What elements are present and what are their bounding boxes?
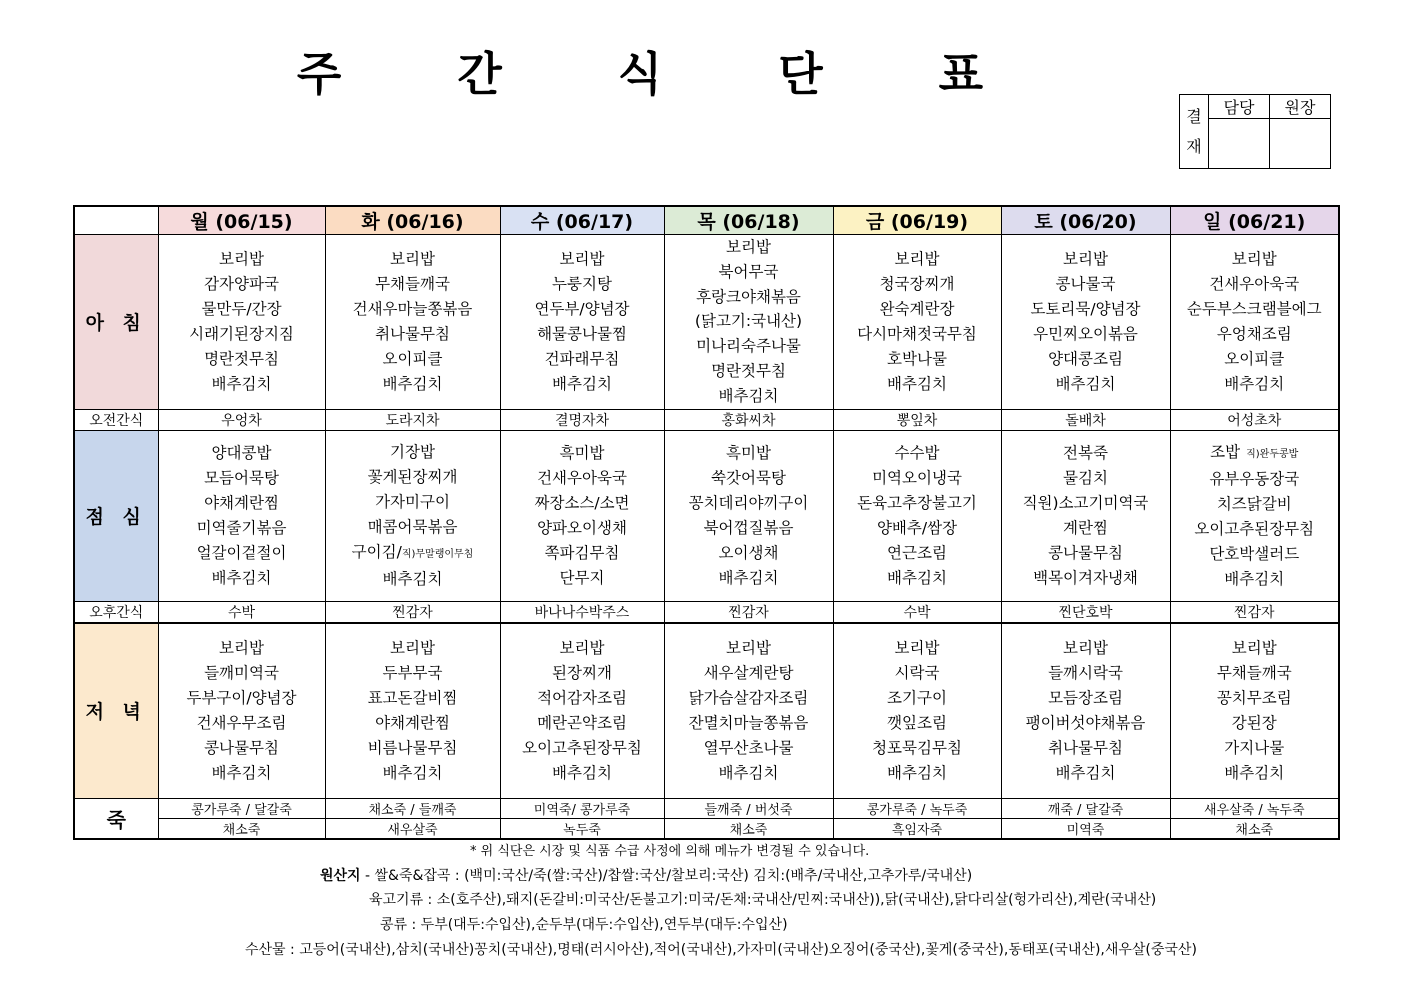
menu-item: 배추김치 <box>382 569 443 588</box>
menu-item: 짜장소스/소면 <box>534 493 630 512</box>
menu-item: 배추김치 <box>1224 763 1285 782</box>
menu-item: 꽃게된장찌개 <box>367 467 458 486</box>
menu-item: 배추김치 <box>718 568 779 587</box>
lunch-cell <box>158 430 325 601</box>
pm-snack-cell: 찐감자 <box>325 601 500 623</box>
origin-seafood: 수산물 : 고등어(국내산),삼치(국내산)꽁치(국내산),명태(러시아산),적어(국내산),가자미(국내산)오징어(중국산),꽃게(중국산),동태포(국내산),새우살(중국산) <box>245 942 1197 958</box>
juk-cell: 콩가루죽 / 달갈죽 <box>158 799 325 819</box>
menu-item <box>1171 440 1339 467</box>
menu-item: 모듬어묵탕 <box>204 468 279 487</box>
juk-cell: 채소죽 <box>664 819 833 840</box>
menu-item: 들깨시락국 <box>1048 663 1123 682</box>
menu-item: 배추김치 <box>382 763 443 782</box>
menu-item: 오이고추된장무침 <box>1194 519 1315 538</box>
menu-item: 닭가슴살감자조림 <box>688 688 809 707</box>
dinner-cell <box>833 623 1001 799</box>
menu-item: 백목이겨자냉채 <box>1033 568 1138 587</box>
menu-item: 쪽파김무침 <box>544 543 620 562</box>
menu-item: 시래기된장지짐 <box>189 324 294 343</box>
menu-item: 배추김치 <box>552 374 612 393</box>
approval-col-manager: 담당 <box>1209 95 1270 119</box>
origin-label: 원산지 <box>320 868 361 884</box>
menu-item: 유부우동장국 <box>1209 469 1300 488</box>
am-snack-cell: 홍화씨차 <box>664 409 833 430</box>
breakfast-cell <box>325 235 500 410</box>
header-corner <box>74 206 158 235</box>
menu-item: 물김치 <box>1063 468 1108 487</box>
menu-item: 메란곤약조림 <box>537 713 627 732</box>
menu-item: 배추김치 <box>382 374 443 393</box>
origin-beans: 콩류 : 두부(대두:수입산),순두부(대두:수입산),연두부(대두:수입산) <box>380 917 788 933</box>
menu-item: 보리밥 <box>726 638 771 657</box>
menu-item-text: 구이김/ <box>351 542 402 561</box>
meal-label-juk: 죽 <box>74 799 158 840</box>
menu-item: 북어껍질볶음 <box>703 518 794 537</box>
menu-item: 양배추/쌈장 <box>876 518 958 537</box>
lunch-cell <box>1170 430 1339 601</box>
juk-cell: 미역죽 <box>1001 819 1170 840</box>
menu-item: 오이고추된장무침 <box>522 738 642 757</box>
menu-item: 비름나물무침 <box>367 738 458 757</box>
lunch-cell <box>325 430 500 601</box>
menu-item: 연두부/양념장 <box>534 299 630 318</box>
menu-item: 미역줄기볶음 <box>196 518 287 537</box>
menu-item: 단호박샐러드 <box>1209 544 1300 563</box>
menu-item: 시락국 <box>894 663 940 682</box>
menu-item: 건새우마늘쫑볶음 <box>352 299 473 318</box>
juk-cell: 미역죽/ 콩가루죽 <box>500 799 664 819</box>
breakfast-cell <box>664 235 833 410</box>
menu-item: 열무산초나물 <box>703 738 794 757</box>
menu-item: (닭고기:국내산) <box>694 312 803 331</box>
dinner-cell <box>325 623 500 799</box>
menu-item: 흑미밥 <box>559 443 605 462</box>
breakfast-cell <box>1001 235 1170 410</box>
juk-cell: 깨죽 / 달갈죽 <box>1001 799 1170 819</box>
menu-item: 보리밥 <box>726 238 771 256</box>
menu-item: 배추김치 <box>211 568 272 587</box>
menu-item: 흑미밥 <box>726 443 771 462</box>
menu-item: 보리밥 <box>219 249 264 268</box>
pm-snack-cell: 찐감자 <box>1170 601 1339 623</box>
juk-cell: 들깨죽 / 버섯죽 <box>664 799 833 819</box>
am-snack-cell: 어성초차 <box>1170 409 1339 430</box>
day-header: 목 (06/18) <box>664 206 833 235</box>
menu-item: 단무지 <box>559 568 605 587</box>
dinner-cell <box>500 623 664 799</box>
menu-item: 완숙계란장 <box>879 299 955 318</box>
menu-item: 배추김치 <box>887 763 947 782</box>
menu-item: 적어감자조림 <box>537 688 627 707</box>
dinner-cell <box>1001 623 1170 799</box>
menu-item: 오이피클 <box>1224 349 1285 368</box>
menu-item: 매콤어묵볶음 <box>367 517 458 536</box>
menu-item: 보리밥 <box>559 638 605 657</box>
menu-item: 표고돈갈비찜 <box>367 688 458 707</box>
menu-item: 모듬장조림 <box>1048 688 1123 707</box>
pm-snack-cell: 찐단호박 <box>1001 601 1170 623</box>
menu-item: 강된장 <box>1231 713 1277 732</box>
menu-item: 돈육고추장불고기 <box>857 493 977 512</box>
menu-item: 조기구이 <box>887 688 947 707</box>
menu-item: 꽁치무조림 <box>1216 688 1292 707</box>
dinner-cell <box>158 623 325 799</box>
menu-item: 취나물무침 <box>375 324 450 343</box>
page-title: 주 간 식 단 표 <box>296 47 1034 101</box>
menu-item: 명란젓무침 <box>204 349 279 368</box>
menu-item: 배추김치 <box>211 374 272 393</box>
menu-item: 호박나물 <box>887 349 947 368</box>
menu-item: 청국장찌개 <box>879 274 955 293</box>
menu-item: 야채계란찜 <box>204 493 279 512</box>
approval-sign-manager[interactable] <box>1209 119 1270 169</box>
menu-item <box>326 540 500 567</box>
menu-item: 기장밥 <box>390 442 435 461</box>
lunch-cell <box>664 430 833 601</box>
meal-label-pm-snack: 오후간식 <box>74 601 158 623</box>
lunch-cell <box>833 430 1001 601</box>
menu-item: 보리밥 <box>390 638 435 657</box>
menu-item: 보리밥 <box>559 249 605 268</box>
juk-cell: 채소죽 <box>1170 819 1339 840</box>
menu-item: 물만두/간장 <box>201 299 282 318</box>
approval-col-director: 원장 <box>1270 95 1331 119</box>
menu-item: 두부무국 <box>382 663 443 682</box>
menu-item: 보리밥 <box>1063 638 1108 657</box>
menu-item: 우엉채조림 <box>1216 324 1292 343</box>
weekly-menu-table <box>73 205 1340 840</box>
juk-cell: 새우살죽 / 녹두죽 <box>1170 799 1339 819</box>
menu-item: 들깨미역국 <box>204 663 279 682</box>
origin-grain: - 쌀&죽&잡곡 : (백미:국산/죽(쌀:국산)/찹쌀:국산/찰보리:국산) 김치:(배추/국내산,고추가루/국내산) <box>360 868 973 884</box>
menu-item: 미나리숙주나물 <box>696 337 801 356</box>
menu-item: 야채계란찜 <box>375 713 450 732</box>
origin-line <box>320 865 972 885</box>
menu-item: 건새우무조림 <box>196 713 287 732</box>
pm-snack-cell: 수박 <box>833 601 1001 623</box>
menu-item: 쑥갓어묵탕 <box>711 468 786 487</box>
menu-item: 배추김치 <box>887 568 947 587</box>
meal-label-lunch: 점 심 <box>74 430 158 601</box>
menu-item: 취나물무침 <box>1048 738 1123 757</box>
am-snack-cell: 뽕잎차 <box>833 409 1001 430</box>
menu-item: 배추김치 <box>1224 569 1285 588</box>
approval-sign-director[interactable] <box>1270 119 1331 169</box>
meal-label-am-snack: 오전간식 <box>74 409 158 430</box>
menu-item: 계란찜 <box>1063 518 1108 537</box>
menu-item: 배추김치 <box>887 374 947 393</box>
staff-note: 직)완두콩밥 <box>1246 448 1299 460</box>
menu-item: 배추김치 <box>718 763 779 782</box>
day-header: 수 (06/17) <box>500 206 664 235</box>
menu-item: 보리밥 <box>894 249 940 268</box>
disclaimer: * 위 식단은 시장 및 식품 수급 사정에 의해 메뉴가 변경될 수 있습니다. <box>470 844 870 859</box>
menu-item: 무채들깨국 <box>1216 663 1292 682</box>
menu-item: 잔멸치마늘쫑볶음 <box>688 713 809 732</box>
menu-item: 양대콩조림 <box>1048 349 1123 368</box>
juk-cell: 채소죽 / 들깨죽 <box>325 799 500 819</box>
menu-item: 오이피클 <box>382 349 443 368</box>
menu-item: 콩나물무침 <box>204 738 279 757</box>
dinner-cell <box>664 623 833 799</box>
am-snack-cell: 도라지차 <box>325 409 500 430</box>
menu-item: 배추김치 <box>1055 374 1116 393</box>
menu-item: 보리밥 <box>894 638 940 657</box>
menu-item: 후랑크야채볶음 <box>696 287 801 306</box>
menu-item: 팽이버섯야채볶음 <box>1025 713 1146 732</box>
meal-label-dinner: 저 녁 <box>74 623 158 799</box>
menu-item: 명란젓무침 <box>711 361 786 380</box>
menu-item: 보리밥 <box>1231 638 1277 657</box>
menu-item: 얼갈이겉절이 <box>196 543 287 562</box>
menu-item: 미역오이냉국 <box>872 468 962 487</box>
menu-item: 깻잎조림 <box>887 713 947 732</box>
menu-item: 보리밥 <box>1063 249 1108 268</box>
menu-item: 된장찌개 <box>552 663 612 682</box>
menu-item: 청포묵김무침 <box>872 738 962 757</box>
menu-item: 누룽지탕 <box>552 274 612 293</box>
lunch-cell <box>500 430 664 601</box>
menu-item: 건새우아욱국 <box>537 468 627 487</box>
am-snack-cell: 우엉차 <box>158 409 325 430</box>
menu-item: 전복죽 <box>1063 443 1108 462</box>
juk-cell: 녹두죽 <box>500 819 664 840</box>
am-snack-cell: 돌배차 <box>1001 409 1170 430</box>
menu-item: 양대콩밥 <box>211 443 272 462</box>
day-header: 일 (06/21) <box>1170 206 1339 235</box>
menu-item: 치즈닭갈비 <box>1216 494 1292 513</box>
breakfast-cell <box>158 235 325 410</box>
origin-meat: 육고기류 : 소(호주산),돼지(돈갈비:미국산/돈불고기:미국/돈채:국내산/민찌:국내산)),닭(국내산),닭다리살(헝가리산),계란(국내산) <box>369 892 1157 908</box>
day-header: 월 (06/15) <box>158 206 325 235</box>
menu-item: 꽁치데리야끼구이 <box>688 493 809 512</box>
menu-item: 보리밥 <box>390 249 435 268</box>
menu-item: 오이생채 <box>718 543 779 562</box>
menu-item: 양파오이생채 <box>537 518 627 537</box>
juk-cell: 새우살죽 <box>325 819 500 840</box>
pm-snack-cell: 바나나수박주스 <box>500 601 664 623</box>
juk-cell: 채소죽 <box>158 819 325 840</box>
menu-item: 다시마채젓국무침 <box>857 324 977 343</box>
approval-label: 결 재 <box>1180 95 1209 169</box>
menu-item: 배추김치 <box>552 763 612 782</box>
menu-item: 건파래무침 <box>544 349 620 368</box>
juk-cell: 흑임자죽 <box>833 819 1001 840</box>
day-header: 금 (06/19) <box>833 206 1001 235</box>
dinner-cell <box>1170 623 1339 799</box>
menu-item: 콩나물무침 <box>1048 543 1123 562</box>
staff-note: 직)무말랭이무침 <box>401 548 474 560</box>
menu-item: 감자양파국 <box>204 274 279 293</box>
menu-item: 콩나물국 <box>1055 274 1116 293</box>
breakfast-cell <box>1170 235 1339 410</box>
menu-item: 가지나물 <box>1224 738 1285 757</box>
menu-item: 가자미구이 <box>375 492 450 511</box>
day-header: 화 (06/16) <box>325 206 500 235</box>
menu-item: 배추김치 <box>211 763 272 782</box>
pm-snack-cell: 찐감자 <box>664 601 833 623</box>
menu-item: 해물콩나물찜 <box>537 324 627 343</box>
menu-item: 순두부스크램블에그 <box>1186 299 1322 318</box>
am-snack-cell: 결명자차 <box>500 409 664 430</box>
lunch-cell <box>1001 430 1170 601</box>
day-header: 토 (06/20) <box>1001 206 1170 235</box>
menu-item: 건새우아욱국 <box>1209 274 1300 293</box>
menu-item: 북어무국 <box>718 262 779 281</box>
approval-box <box>1179 94 1331 169</box>
juk-cell: 콩가루죽 / 녹두죽 <box>833 799 1001 819</box>
pm-snack-cell: 수박 <box>158 601 325 623</box>
breakfast-cell <box>500 235 664 410</box>
menu-item: 직원)소고기미역국 <box>1022 493 1149 512</box>
menu-item: 새우살계란탕 <box>703 663 794 682</box>
menu-item: 배추김치 <box>1055 763 1116 782</box>
meal-label-breakfast: 아 침 <box>74 235 158 410</box>
menu-item: 보리밥 <box>1231 249 1277 268</box>
menu-item: 연근조림 <box>887 543 947 562</box>
menu-item: 무채들깨국 <box>375 274 450 293</box>
menu-item: 두부구이/양념장 <box>186 688 297 707</box>
breakfast-cell <box>833 235 1001 410</box>
menu-item: 도토리묵/양념장 <box>1030 299 1141 318</box>
menu-item: 배추김치 <box>1224 374 1285 393</box>
menu-item: 배추김치 <box>718 386 779 405</box>
menu-item-text: 조밥 <box>1210 442 1241 461</box>
menu-item: 보리밥 <box>219 638 264 657</box>
menu-item: 수수밥 <box>894 443 940 462</box>
menu-item: 우민찌오이볶음 <box>1033 324 1138 343</box>
